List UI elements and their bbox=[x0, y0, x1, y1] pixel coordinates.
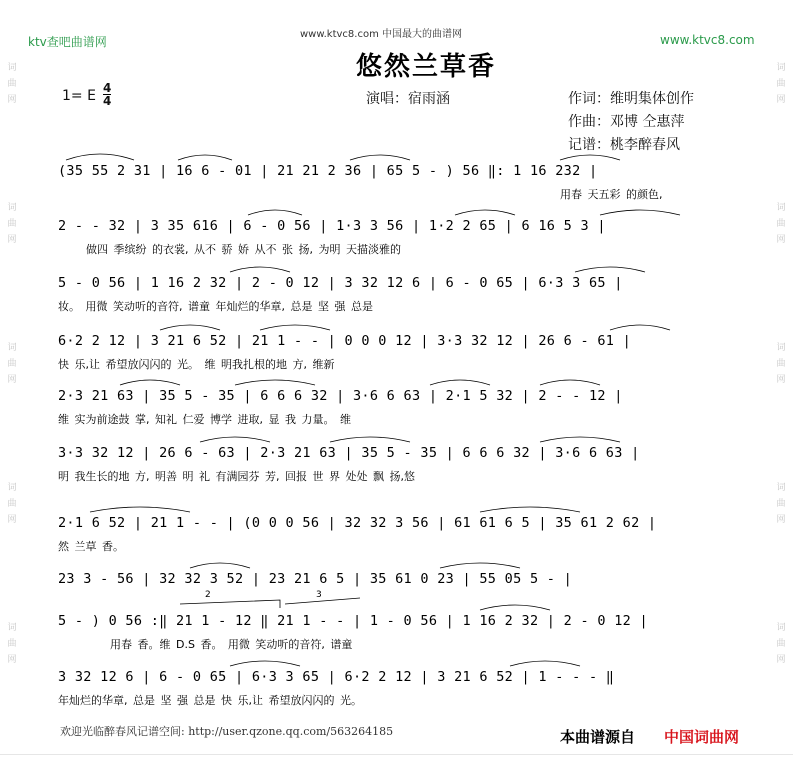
lyric-line-4: 快 乐,让 希望放闪闪的 光。 维 明我扎根的地 方, 维新 bbox=[58, 358, 335, 371]
footer-note: 欢迎光临醉春风记谱空间: http://user.qzone.qq.com/563264185 bbox=[60, 725, 394, 738]
lyric-line-5: 维 实为前途鼓 掌, 知礼 仁爱 博学 进取, 显 我 力量。 维 bbox=[58, 413, 351, 426]
lyric-line-9: 用春 香。维 D.S 香。 用微 笑动听的音符, 谱童 bbox=[110, 638, 353, 651]
singer-credit: 演唱：宿雨涵 bbox=[366, 91, 450, 107]
site-banner: www.ktvc8.com 中国最大的曲谱网 bbox=[300, 29, 463, 40]
site-url-right: www.ktvc8.com bbox=[660, 33, 755, 47]
score-line-9: 5 - ) 0 56 :‖ 21 1 - 12 ‖ 21 1 - - | 1 - 0 56 | 1 16 2 32 | 2 - 0 12 | bbox=[58, 613, 648, 629]
score-line-4: 6·2 2 12 | 3 21 6 52 | 21 1 - - | 0 0 0 12 | 3·3 32 12 | 26 6 - 61 | bbox=[58, 333, 632, 349]
score-line-8: 23 3 - 56 | 32 32 3 52 | 23 21 6 5 | 35 61 0 23 | 55 05 5 - | bbox=[58, 571, 573, 587]
side-watermark-left-5: 词曲网 bbox=[7, 623, 17, 665]
score-line-5: 2·3 21 63 | 35 5 - 35 | 6 6 6 32 | 3·6 6 63 | 2·1 5 32 | 2 - - 12 | bbox=[58, 388, 623, 404]
svg-text:3: 3 bbox=[316, 590, 322, 600]
lyricist-credit: 作词：维明集体创作 bbox=[568, 91, 694, 107]
song-title: 悠然兰草香 bbox=[356, 52, 497, 82]
meter-top: 4 bbox=[103, 81, 112, 95]
side-watermark-right-2: 词曲网 bbox=[776, 203, 786, 245]
lyric-line-7: 然 兰草 香。 bbox=[58, 540, 124, 553]
side-watermark-right-5: 词曲网 bbox=[776, 623, 786, 665]
key-signature: 1= E bbox=[62, 88, 96, 104]
score-line-3: 5 - 0 56 | 1 16 2 32 | 2 - 0 12 | 3 32 12 6 | 6 - 0 65 | 6·3 3 65 | bbox=[58, 275, 623, 291]
side-watermark-left-3: 词曲网 bbox=[7, 343, 17, 385]
transcriber-credit: 记谱：桃李醉春风 bbox=[568, 137, 680, 153]
time-signature bbox=[103, 82, 111, 107]
score-line-2: 2 - - 32 | 3 35 616 | 6 - 0 56 | 1·3 3 56 | 1·2 2 65 | 6 16 5 3 | bbox=[58, 218, 606, 234]
lyric-line-1: 用春 天五彩 的颜色, bbox=[560, 188, 663, 201]
meter-bottom: 4 bbox=[103, 94, 112, 108]
side-watermark-right-1: 词曲网 bbox=[776, 63, 786, 105]
side-watermark-right-3: 词曲网 bbox=[776, 343, 786, 385]
score-line-10: 3 32 12 6 | 6 - 0 65 | 6·3 3 65 | 6·2 2 12 | 3 21 6 52 | 1 - - - ‖ bbox=[58, 669, 615, 685]
score-line-1: (35 55 2 31 | 16 6 - 01 | 21 21 2 36 | 65 5 - ) 56 ‖: 1 16 232 | bbox=[58, 163, 598, 179]
site-name-left: ktv查吧曲谱网 bbox=[28, 35, 107, 49]
svg-text:2: 2 bbox=[205, 590, 211, 600]
score-line-7: 2·1 6 52 | 21 1 - - | (0 0 0 56 | 32 32 3 56 | 61 61 6 5 | 35 61 2 62 | bbox=[58, 515, 657, 531]
lyric-line-3: 妆。 用微 笑动听的音符, 谱童 年灿烂的华章, 总是 坚 强 总是 bbox=[58, 300, 373, 313]
composer-credit: 作曲：邓博 仝惠萍 bbox=[568, 114, 685, 130]
source-site: 中国词曲网 bbox=[664, 728, 740, 746]
side-watermark-left-2: 词曲网 bbox=[7, 203, 17, 245]
side-watermark-left-4: 词曲网 bbox=[7, 483, 17, 525]
source-label: 本曲谱源自 bbox=[560, 728, 636, 746]
lyric-line-10: 年灿烂的华章, 总是 坚 强 总是 快 乐,让 希望放闪闪的 光。 bbox=[58, 694, 362, 707]
score-line-6: 3·3 32 12 | 26 6 - 63 | 2·3 21 63 | 35 5 - 35 | 6 6 6 32 | 3·6 6 63 | bbox=[58, 445, 640, 461]
lyric-line-2: 做四 季缤纷 的衣裳, 从不 骄 娇 从不 张 扬, 为明 天描淡雅的 bbox=[86, 243, 401, 256]
bottom-divider bbox=[0, 754, 793, 755]
side-watermark-right-4: 词曲网 bbox=[776, 483, 786, 525]
side-watermark-left-1: 词曲网 bbox=[7, 63, 17, 105]
lyric-line-6: 明 我生长的地 方, 明善 明 礼 有满园芬 芳, 回报 世 界 处处 飘 扬,悠 bbox=[58, 470, 415, 483]
